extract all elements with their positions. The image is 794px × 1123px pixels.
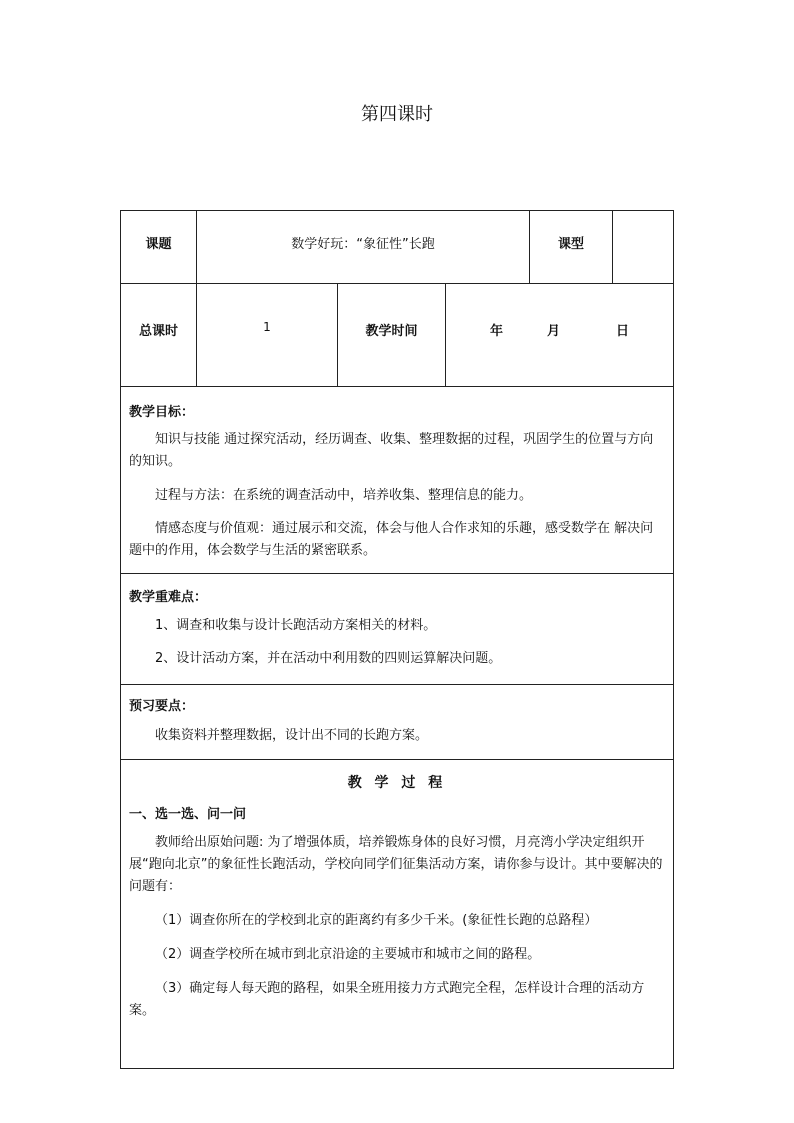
type-value-cell — [613, 211, 675, 283]
preview-point: 收集资料并整理数据，设计出不同的长跑方案。 — [155, 728, 429, 743]
preview-heading: 预习要点： — [129, 699, 195, 714]
lesson-plan-table — [120, 210, 674, 1069]
key-points-section — [121, 574, 673, 685]
date-month: 月 — [547, 324, 561, 339]
key-point-1: 1、调查和收集与设计长跑活动方案相关的材料。 — [155, 618, 437, 633]
topic-label: 课题 — [145, 237, 172, 252]
process-question-2: （2）调查学校所在城市到北京沿途的主要城市和城市之间的路程。 — [155, 947, 541, 962]
time-label-cell — [338, 284, 446, 386]
hours-value: 1 — [263, 320, 271, 334]
process-question-3: （3）确定每人每天跑的路程，如果全班用接力方式跑完全程，怎样设计合理的活动方案。 — [129, 981, 645, 1018]
process-heading: 教 学 过 程 — [347, 775, 447, 791]
date-year: 年 — [490, 324, 504, 339]
hours-label: 总课时 — [138, 324, 178, 339]
process-section-1: 一、选一选、问一问 — [129, 807, 247, 822]
time-label: 教学时间 — [365, 324, 418, 339]
date-cell — [446, 284, 675, 386]
hours-value-cell — [197, 284, 338, 386]
key-points-heading: 教学重难点： — [129, 590, 208, 605]
process-section — [121, 760, 673, 1068]
hours-row — [121, 284, 673, 387]
process-question-1: （1）调查你所在的学校到北京的距离约有多少千米。(象征性长跑的总路程） — [155, 913, 598, 928]
goals-heading: 教学目标： — [129, 405, 195, 420]
date-day: 日 — [616, 324, 630, 339]
topic-value-cell — [197, 211, 530, 283]
goals-method: 过程与方法：在系统的调查活动中，培养收集、整理信息的能力。 — [155, 488, 533, 503]
goals-emotion: 情感态度与价值观：通过展示和交流，体会与他人合作求知的乐趣，感受数学在 解决问题中的作用，体会数学与生活的紧密联系。 — [129, 521, 654, 558]
topic-value: 数学好玩：“象征性”长跑 — [291, 237, 435, 252]
goals-section — [121, 387, 673, 574]
key-point-2: 2、设计活动方案，并在活动中利用数的四则运算解决问题。 — [155, 651, 502, 666]
hours-label-cell — [121, 284, 197, 386]
topic-label-cell — [121, 211, 197, 283]
topic-row — [121, 211, 673, 284]
type-label-cell — [530, 211, 613, 283]
process-intro: 教师给出原始问题: 为了增强体质，培养锻炼身体的良好习惯，月亮湾小学决定组织开展“跑向北京”的象征性长跑活动，学校向同学们征集活动方案，请你参与设计。其中要解决的问题有： — [129, 835, 663, 894]
page-title: 第四课时 — [361, 104, 433, 125]
goals-knowledge: 知识与技能 通过探究活动，经历调查、收集、整理数据的过程，巩固学生的位置与方向的知识。 — [129, 432, 654, 469]
preview-section — [121, 685, 673, 760]
type-label: 课型 — [557, 237, 584, 252]
